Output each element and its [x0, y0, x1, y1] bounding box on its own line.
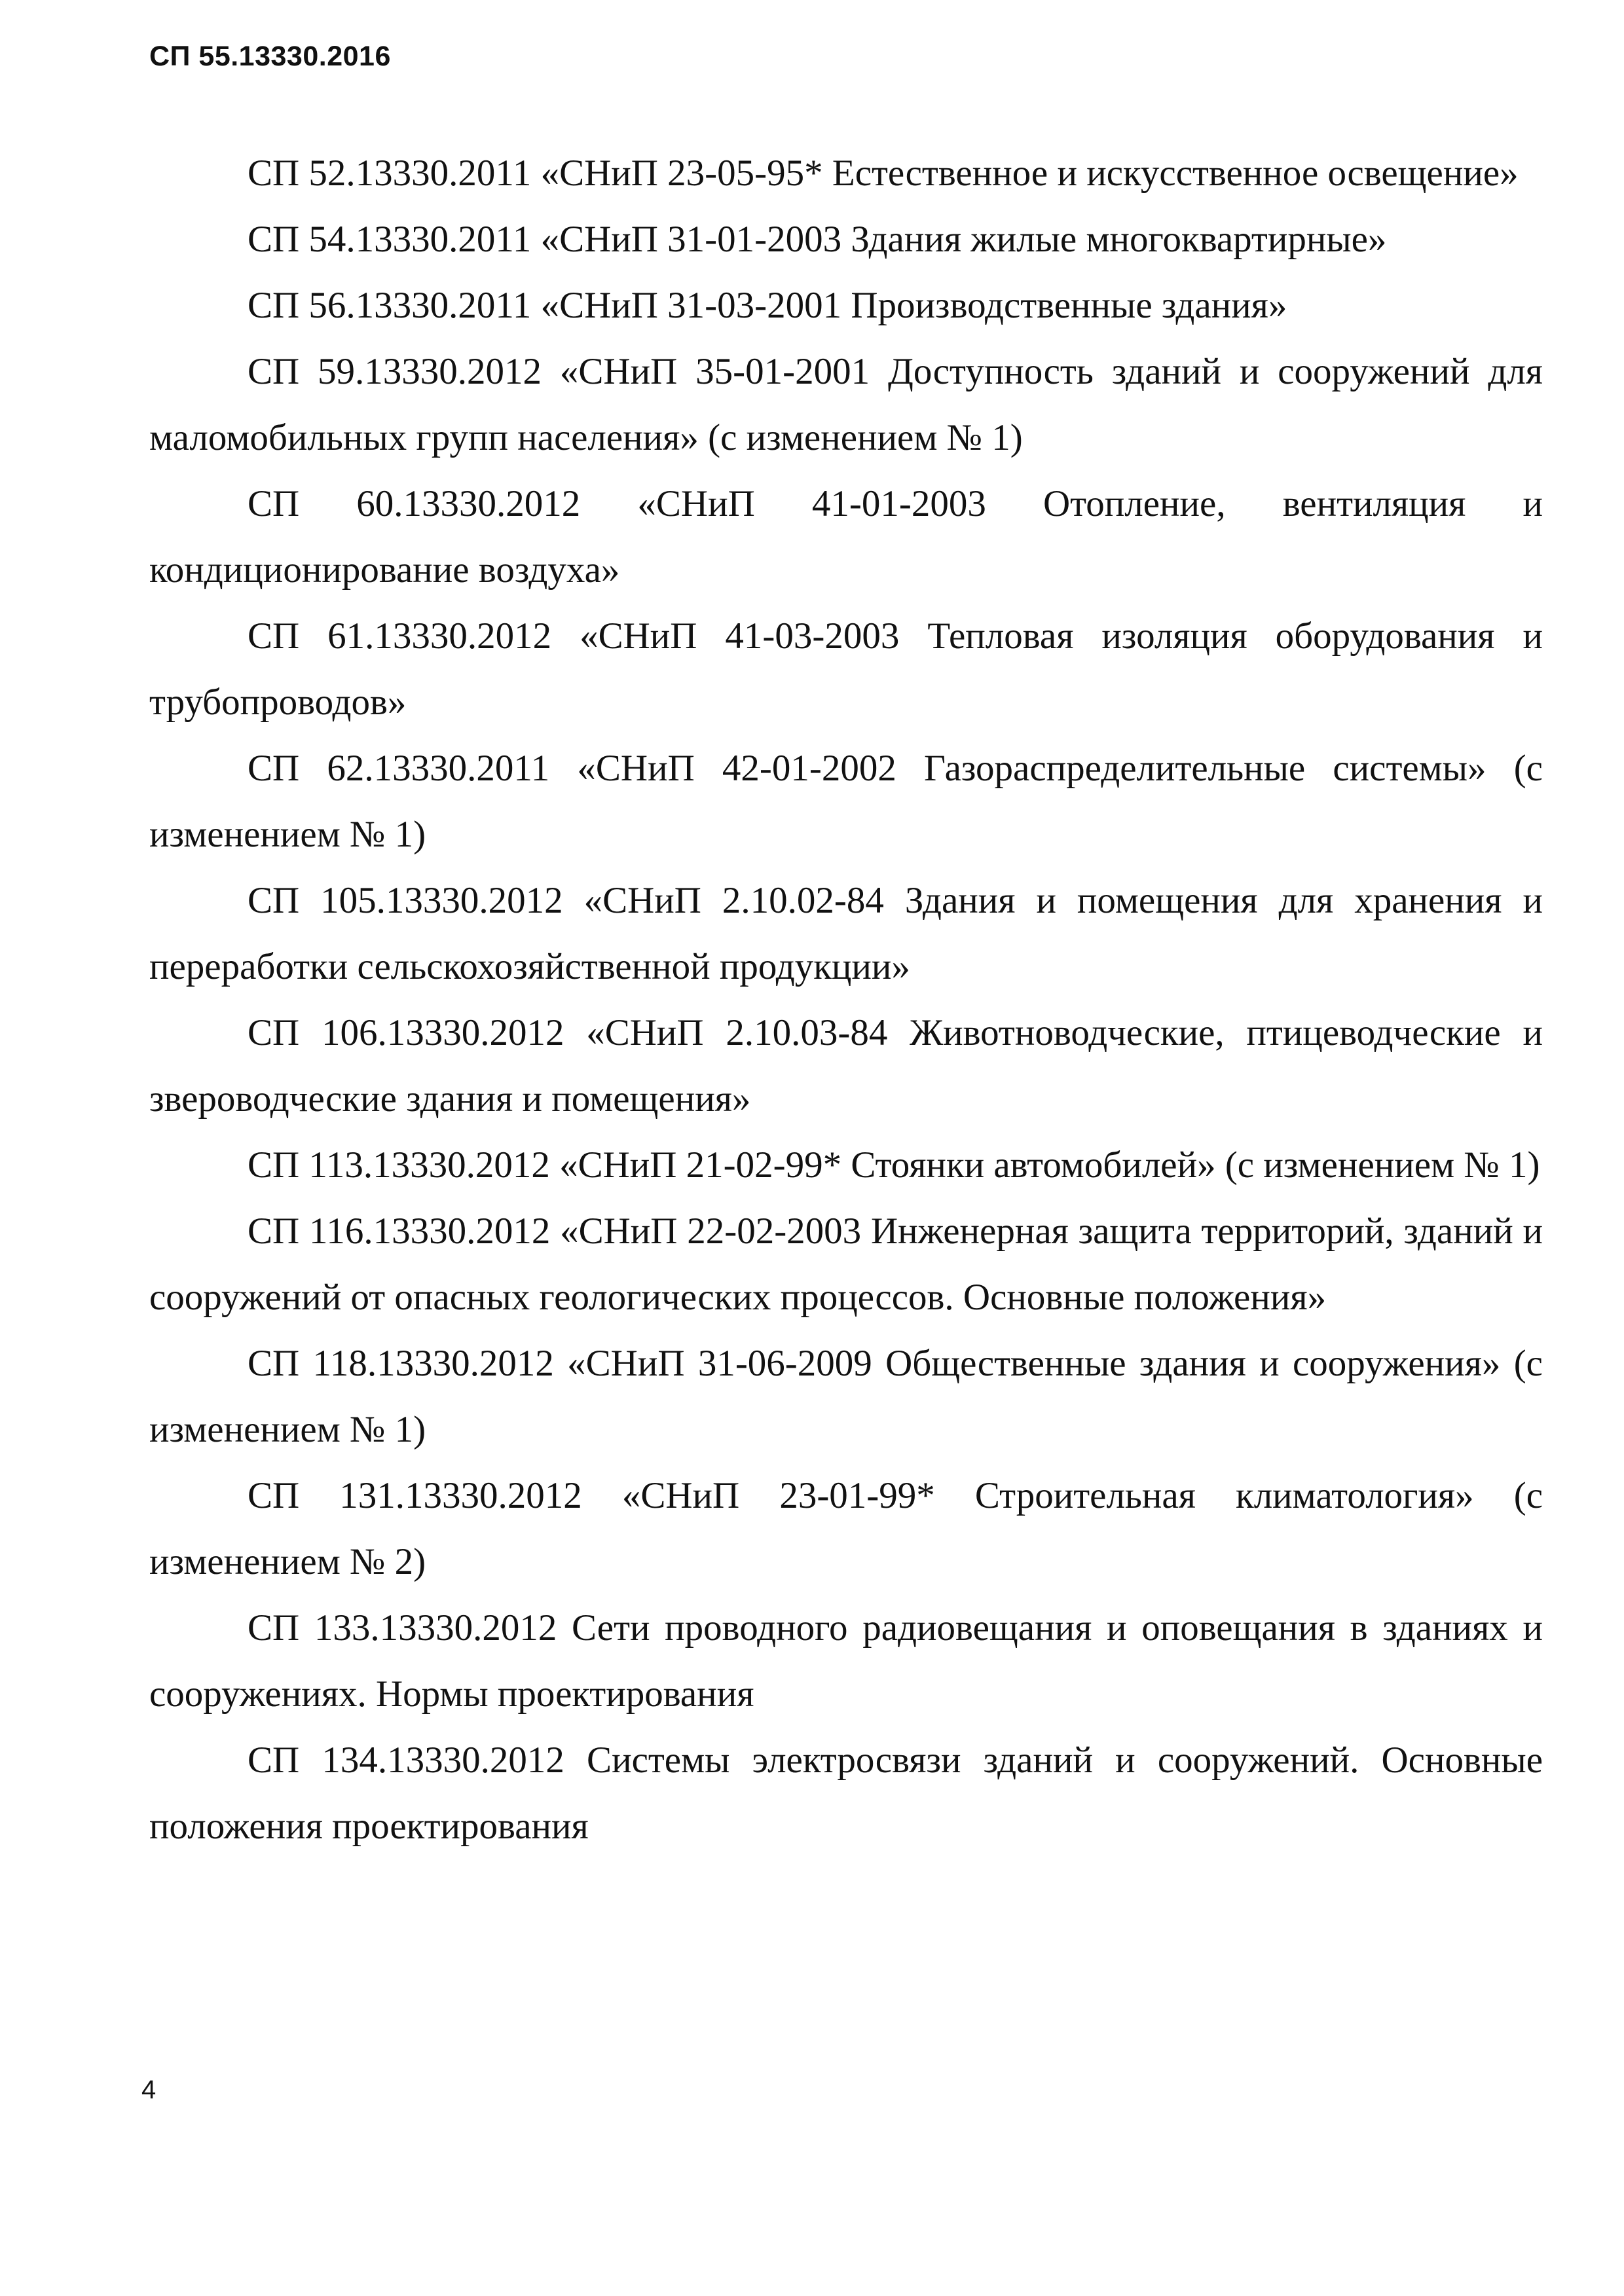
- reference-entry-sp106: СП 106.13330.2012 «СНиП 2.10.03-84 Животноводческие, птицеводческие и звероводческие здания и помещения»: [149, 1012, 1543, 1120]
- reference-entry-sp60: СП 60.13330.2012 «СНиП 41-01-2003 Отопление, вентиляция и кондиционирование воздуха»: [149, 483, 1543, 591]
- reference-entry-sp105: СП 105.13330.2012 «СНиП 2.10.02-84 Здания и помещения для хранения и переработки сельскохозяйственной продукции»: [149, 880, 1543, 987]
- reference-entry-sp118: СП 118.13330.2012 «СНиП 31-06-2009 Общественные здания и сооружения» (с изменением № 1): [149, 1343, 1543, 1450]
- reference-entry-sp116: СП 116.13330.2012 «СНиП 22-02-2003 Инженерная защита территорий, зданий и сооружений от опасных геологических процессов. Основные положения»: [149, 1211, 1543, 1318]
- references-list: [149, 140, 1543, 1859]
- reference-entry-sp61: СП 61.13330.2012 «СНиП 41-03-2003 Тепловая изоляция оборудования и трубопроводов»: [149, 615, 1543, 723]
- document-code-header: СП 55.13330.2016: [149, 41, 391, 72]
- reference-entry-sp52: СП 52.13330.2011 «СНиП 23-05-95* Естественное и искусственное освещение»: [248, 153, 1519, 194]
- reference-entry-sp59: СП 59.13330.2012 «СНиП 35-01-2001 Доступность зданий и сооружений для маломобильных групп населения» (с изменением № 1): [149, 351, 1543, 458]
- page-number: 4: [141, 2075, 157, 2104]
- reference-entry-sp54: СП 54.13330.2011 «СНиП 31-01-2003 Здания жилые многоквартирные»: [248, 219, 1387, 260]
- reference-entry-sp62: СП 62.13330.2011 «СНиП 42-01-2002 Газораспределительные системы» (с изменением № 1): [149, 748, 1543, 855]
- reference-entry-sp56: СП 56.13330.2011 «СНиП 31-03-2001 Производственные здания»: [248, 285, 1287, 326]
- reference-entry-sp131: СП 131.13330.2012 «СНиП 23-01-99* Строительная климатология» (с изменением № 2): [149, 1475, 1543, 1582]
- reference-entry-sp134: СП 134.13330.2012 Системы электросвязи зданий и сооружений. Основные положения проектирования: [149, 1740, 1543, 1847]
- reference-entry-sp133: СП 133.13330.2012 Сети проводного радиовещания и оповещания в зданиях и сооружениях. Нормы проектирования: [149, 1607, 1543, 1715]
- reference-entry-sp113: СП 113.13330.2012 «СНиП 21-02-99* Стоянки автомобилей» (с изменением № 1): [248, 1144, 1540, 1186]
